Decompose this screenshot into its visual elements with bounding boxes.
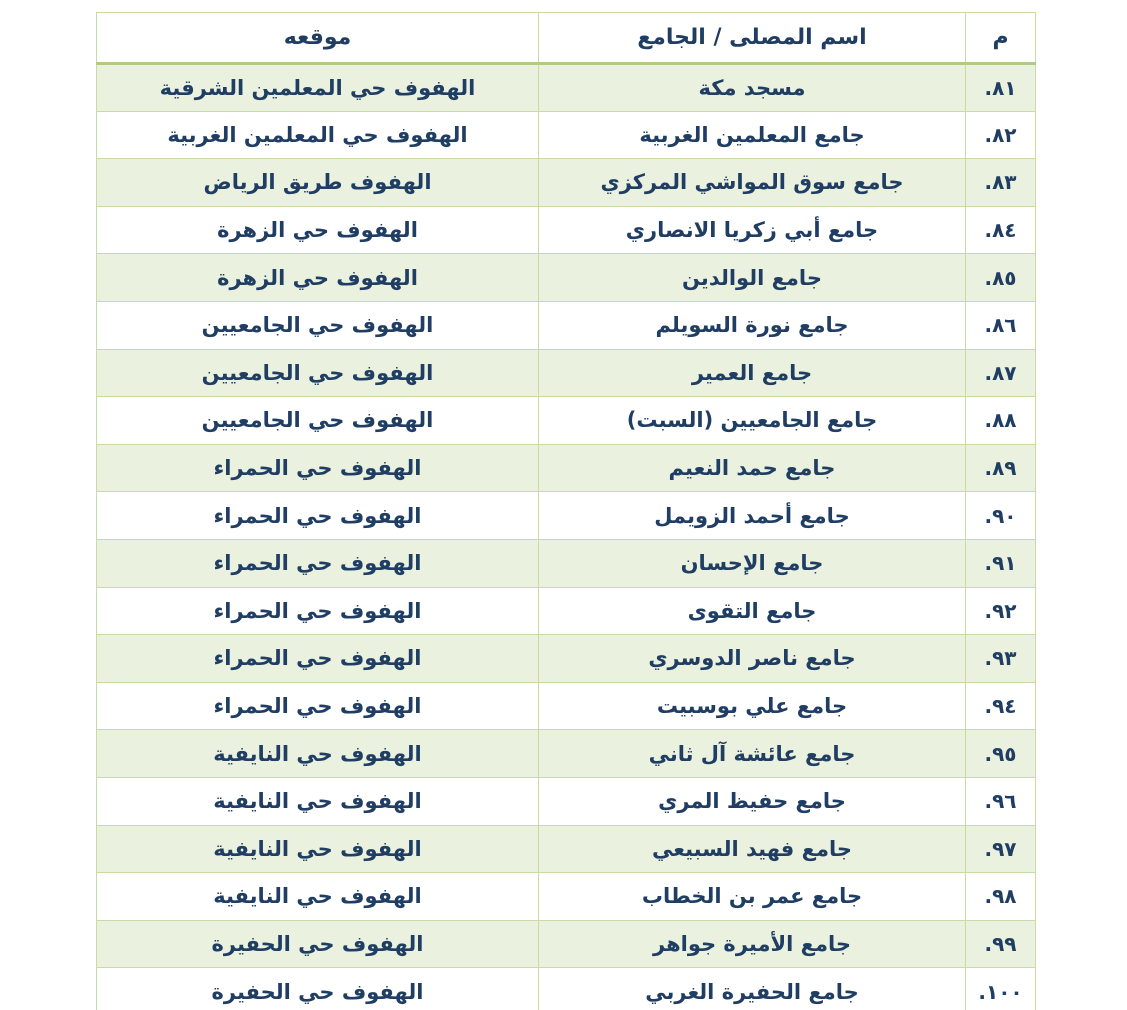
mosque-name: جامع الإحسان — [539, 539, 966, 587]
row-number: ٩٨. — [966, 873, 1036, 921]
row-number: ٨٦. — [966, 301, 1036, 349]
mosque-name: جامع عمر بن الخطاب — [539, 873, 966, 921]
table-row — [97, 397, 1036, 445]
table-row — [97, 301, 1036, 349]
mosque-location: الهفوف حي الحمراء — [97, 635, 539, 683]
col-header-number: م — [966, 13, 1036, 64]
mosque-name: جامع الأميرة جواهر — [539, 920, 966, 968]
table-row — [97, 920, 1036, 968]
mosque-location: الهفوف حي الحفيرة — [97, 968, 539, 1010]
mosque-location: الهفوف حي الجامعيين — [97, 397, 539, 445]
mosque-name: جامع نورة السويلم — [539, 301, 966, 349]
table-row — [97, 111, 1036, 159]
mosque-location: الهفوف حي الحمراء — [97, 444, 539, 492]
mosque-location: الهفوف حي الجامعيين — [97, 349, 539, 397]
mosque-location: الهفوف حي الحمراء — [97, 682, 539, 730]
table-row — [97, 730, 1036, 778]
row-number: ١٠٠. — [966, 968, 1036, 1010]
table-row — [97, 777, 1036, 825]
row-number: ٩٣. — [966, 635, 1036, 683]
table-row — [97, 539, 1036, 587]
mosque-name: جامع عائشة آل ثاني — [539, 730, 966, 778]
mosque-name: جامع حفيظ المري — [539, 777, 966, 825]
table-row — [97, 825, 1036, 873]
mosque-name: جامع الحفيرة الغربي — [539, 968, 966, 1010]
row-number: ٩٧. — [966, 825, 1036, 873]
table-row — [97, 492, 1036, 540]
row-number: ٩٠. — [966, 492, 1036, 540]
mosque-name: جامع الوالدين — [539, 254, 966, 302]
mosque-location: الهفوف حي النايفية — [97, 873, 539, 921]
table-row — [97, 64, 1036, 112]
mosque-name: جامع سوق المواشي المركزي — [539, 159, 966, 207]
table-row — [97, 587, 1036, 635]
table-row — [97, 206, 1036, 254]
mosque-name: جامع الجامعيين (السبت) — [539, 397, 966, 445]
mosque-location: الهفوف حي المعلمين الشرقية — [97, 64, 539, 112]
mosque-location: الهفوف حي الزهرة — [97, 206, 539, 254]
mosque-name: مسجد مكة — [539, 64, 966, 112]
table-row — [97, 254, 1036, 302]
mosque-name: جامع التقوى — [539, 587, 966, 635]
row-number: ٩١. — [966, 539, 1036, 587]
row-number: ٨٥. — [966, 254, 1036, 302]
row-number: ٨٢. — [966, 111, 1036, 159]
mosque-name: جامع المعلمين الغربية — [539, 111, 966, 159]
table-row — [97, 444, 1036, 492]
mosque-location: الهفوف حي المعلمين الغربية — [97, 111, 539, 159]
header-row — [97, 13, 1036, 64]
row-number: ٩٩. — [966, 920, 1036, 968]
row-number: ٨٩. — [966, 444, 1036, 492]
mosque-name: جامع أحمد الزويمل — [539, 492, 966, 540]
row-number: ٨١. — [966, 64, 1036, 112]
table-row — [97, 159, 1036, 207]
row-number: ٩٢. — [966, 587, 1036, 635]
mosque-location: الهفوف حي النايفية — [97, 777, 539, 825]
col-header-location: موقعه — [97, 13, 539, 64]
row-number: ٨٤. — [966, 206, 1036, 254]
row-number: ٨٨. — [966, 397, 1036, 445]
mosque-name: جامع حمد النعيم — [539, 444, 966, 492]
table-row — [97, 873, 1036, 921]
mosque-name: جامع فهيد السبيعي — [539, 825, 966, 873]
row-number: ٨٣. — [966, 159, 1036, 207]
mosque-location: الهفوف طريق الرياض — [97, 159, 539, 207]
row-number: ٩٤. — [966, 682, 1036, 730]
mosque-location: الهفوف حي الحمراء — [97, 587, 539, 635]
mosque-location: الهفوف حي الزهرة — [97, 254, 539, 302]
table-row — [97, 349, 1036, 397]
row-number: ٩٥. — [966, 730, 1036, 778]
mosque-table — [96, 12, 1036, 1010]
mosque-location: الهفوف حي الحفيرة — [97, 920, 539, 968]
table-row — [97, 682, 1036, 730]
mosque-name: جامع ناصر الدوسري — [539, 635, 966, 683]
mosque-name: جامع العمير — [539, 349, 966, 397]
row-number: ٩٦. — [966, 777, 1036, 825]
table-row — [97, 635, 1036, 683]
mosque-name: جامع أبي زكريا الانصاري — [539, 206, 966, 254]
mosque-location: الهفوف حي الحمراء — [97, 539, 539, 587]
mosque-location: الهفوف حي الجامعيين — [97, 301, 539, 349]
row-number: ٨٧. — [966, 349, 1036, 397]
mosque-location: الهفوف حي النايفية — [97, 825, 539, 873]
mosque-location: الهفوف حي الحمراء — [97, 492, 539, 540]
mosque-location: الهفوف حي النايفية — [97, 730, 539, 778]
table-row — [97, 968, 1036, 1010]
col-header-mosque-name: اسم المصلى / الجامع — [539, 13, 966, 64]
mosque-name: جامع علي بوسبيت — [539, 682, 966, 730]
